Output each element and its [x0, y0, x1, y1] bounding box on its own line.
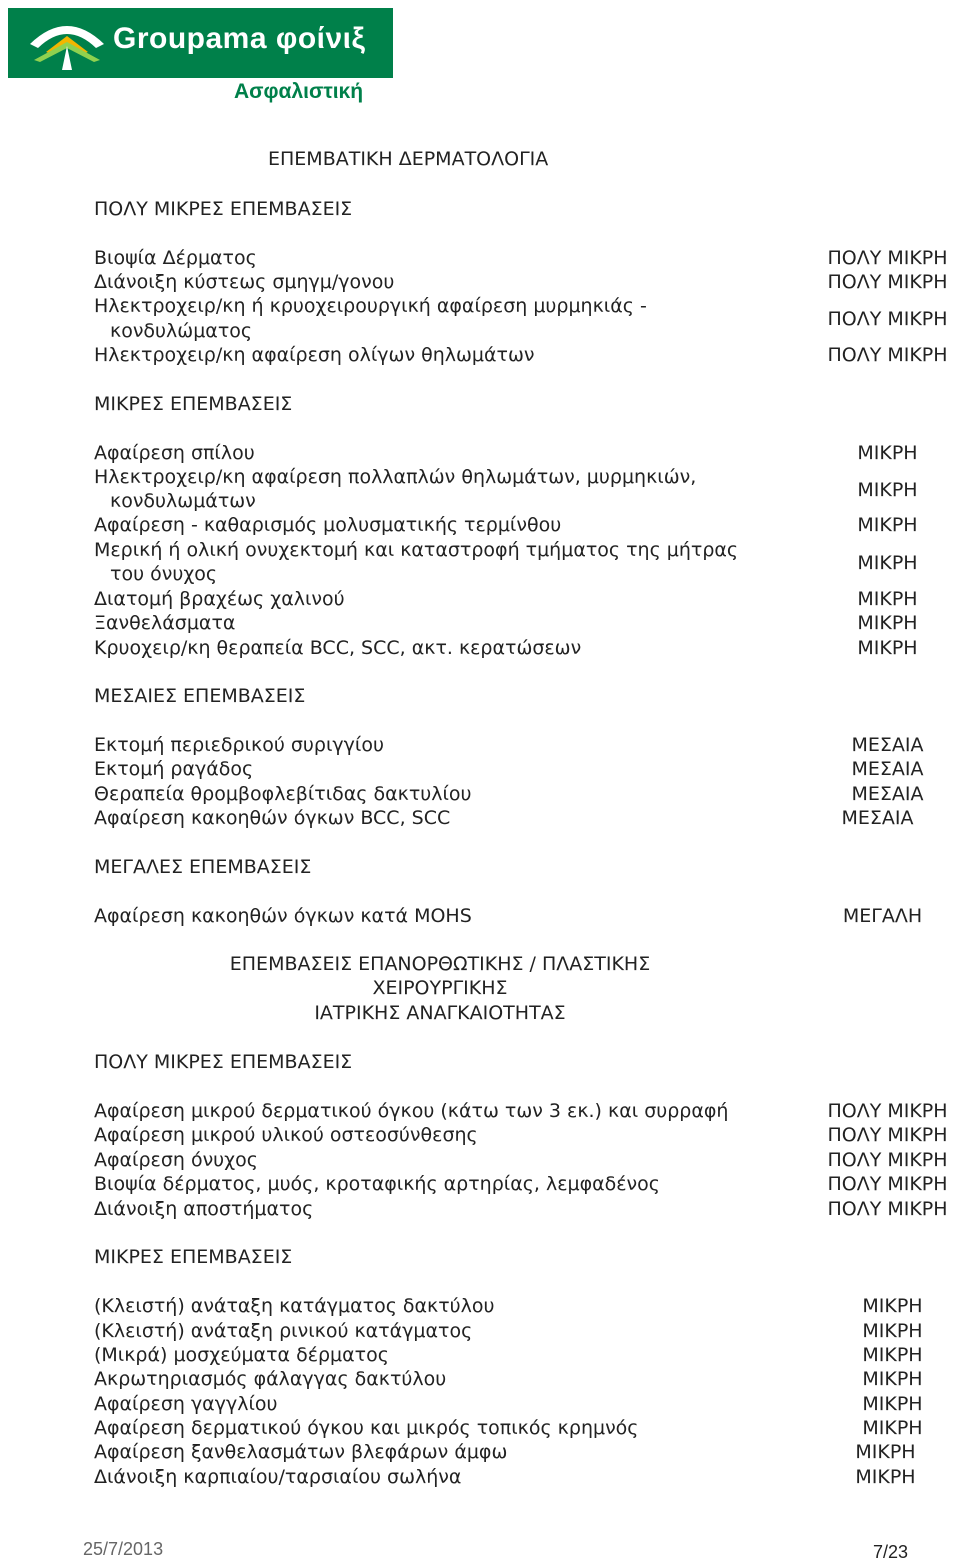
section-title: ΙΑΤΡΙΚΗΣ ΑΝΑΓΚΑΙΟΤΗΤΑΣ [314, 1002, 566, 1024]
procedure-name: Μερική ή ολική ονυχεκτομή και καταστροφή τμήματος της μήτρας [94, 539, 739, 561]
procedure-name: Θεραπεία θρομβοφλεβίτιδας δακτυλίου [94, 783, 472, 805]
category-value: ΜΙΚΡΗ [862, 1417, 923, 1439]
procedure-name: Αφαίρεση σπίλου [94, 442, 255, 464]
procedure-name: Αφαίρεση γαγγλίου [94, 1393, 278, 1415]
section-title: ΧΕΙΡΟΥΡΓΙΚΗΣ [372, 977, 508, 999]
section-heading: ΜΙΚΡΕΣ ΕΠΕΜΒΑΣΕΙΣ [94, 393, 293, 415]
category-value: ΜΕΣΑΙΑ [851, 783, 924, 805]
section-heading: ΜΙΚΡΕΣ ΕΠΕΜΒΑΣΕΙΣ [94, 1246, 293, 1268]
procedure-name: Αφαίρεση όνυχος [94, 1149, 258, 1171]
category-value: ΜΕΣΑΙΑ [851, 758, 924, 780]
section-title: ΕΠΕΜΒΑΣΕΙΣ ΕΠΑΝΟΡΘΩΤΙΚΗΣ / ΠΛΑΣΤΙΚΗΣ [229, 953, 651, 975]
logo-subtitle: Ασφαλιστική [234, 80, 364, 103]
category-value: ΜΙΚΡΗ [857, 514, 918, 536]
category-value: ΠΟΛΥ ΜΙΚΡΗ [827, 1149, 948, 1171]
procedure-name: Διατομή βραχέως χαλινού [94, 588, 345, 610]
category-value: ΜΙΚΡΗ [857, 637, 918, 659]
procedure-name: Αφαίρεση μικρού υλικού οστεοσύνθεσης [94, 1124, 478, 1146]
procedure-name-cont: του όνυχος [110, 563, 218, 585]
section-heading: ΠΟΛΥ ΜΙΚΡΕΣ ΕΠΕΜΒΑΣΕΙΣ [94, 198, 353, 220]
category-value: ΠΟΛΥ ΜΙΚΡΗ [827, 1173, 948, 1195]
logo-brand-text: Groupama φοίνιξ [113, 22, 366, 55]
procedure-name: Βιοψία δέρματος, μυός, κροταφικής αρτηρίας, λεμφαδένος [94, 1173, 660, 1195]
procedure-name: Διάνοιξη καρπιαίου/ταρσιαίου σωλήνα [94, 1466, 462, 1488]
category-value: ΠΟΛΥ ΜΙΚΡΗ [827, 1124, 948, 1146]
procedure-name: (Κλειστή) ανάταξη κατάγματος δακτύλου [94, 1295, 495, 1317]
category-value: ΠΟΛΥ ΜΙΚΡΗ [827, 1198, 948, 1220]
category-value: ΠΟΛΥ ΜΙΚΡΗ [827, 308, 948, 330]
category-value: ΠΟΛΥ ΜΙΚΡΗ [827, 1100, 948, 1122]
procedure-name: Ξανθελάσματα [94, 612, 236, 634]
procedure-name: Αφαίρεση μικρού δερματικού όγκου (κάτω των 3 εκ.) και συρραφή [94, 1100, 729, 1122]
procedure-name: Αφαίρεση δερματικού όγκου και μικρός τοπικός κρημνός [94, 1417, 639, 1439]
category-value: ΜΙΚΡΗ [862, 1344, 923, 1366]
procedure-name: Ηλεκτροχειρ/κη αφαίρεση πολλαπλών θηλωμάτων, μυρμηκιών, [94, 466, 697, 488]
category-value: ΠΟΛΥ ΜΙΚΡΗ [827, 271, 948, 293]
footer-page-number: 7/23 [873, 1542, 909, 1562]
procedure-name: (Κλειστή) ανάταξη ρινικού κατάγματος [94, 1320, 473, 1342]
procedure-name-cont: κονδυλώματος [110, 320, 253, 342]
section-heading: ΠΟΛΥ ΜΙΚΡΕΣ ΕΠΕΜΒΑΣΕΙΣ [94, 1051, 353, 1073]
procedure-name-cont: κονδυλωμάτων [110, 490, 256, 512]
category-value: ΜΙΚΡΗ [862, 1320, 923, 1342]
procedure-name: Διάνοιξη αποστήματος [94, 1198, 314, 1220]
section-heading: ΜΕΣΑΙΕΣ ΕΠΕΜΒΑΣΕΙΣ [94, 685, 306, 707]
category-value: ΠΟΛΥ ΜΙΚΡΗ [827, 344, 948, 366]
category-value: ΜΕΣΑΙΑ [851, 734, 924, 756]
category-value: ΜΙΚΡΗ [857, 552, 918, 574]
category-value: ΜΙΚΡΗ [857, 588, 918, 610]
category-value: ΠΟΛΥ ΜΙΚΡΗ [827, 247, 948, 269]
procedure-name: Διάνοιξη κύστεως σμηγμ/γονου [94, 271, 395, 293]
procedure-name: Ηλεκτροχειρ/κη ή κρυοχειρουργική αφαίρεση μυρμηκιάς - [94, 295, 647, 317]
category-value: ΜΙΚΡΗ [855, 1441, 916, 1463]
procedure-name: Εκτομή περιεδρικού συριγγίου [94, 734, 384, 756]
procedure-name: Κρυοχειρ/κη θεραπεία BCC, SCC, ακτ. κερατώσεων [94, 637, 582, 659]
category-value: ΜΙΚΡΗ [857, 612, 918, 634]
category-value: ΜΕΣΑΙΑ [841, 807, 914, 829]
category-value: ΜΙΚΡΗ [857, 479, 918, 501]
category-value: ΜΙΚΡΗ [862, 1295, 923, 1317]
procedure-name: Εκτομή ραγάδος [94, 758, 254, 780]
groupama-logo [8, 8, 393, 78]
procedure-name: Αφαίρεση - καθαρισμός μολυσματικής τερμίνθου [94, 514, 562, 536]
section-heading: ΜΕΓΑΛΕΣ ΕΠΕΜΒΑΣΕΙΣ [94, 856, 312, 878]
category-value: ΜΙΚΡΗ [862, 1393, 923, 1415]
category-value: ΜΙΚΡΗ [855, 1466, 916, 1488]
category-value: ΜΙΚΡΗ [857, 442, 918, 464]
procedure-name: Ηλεκτροχειρ/κη αφαίρεση ολίγων θηλωμάτων [94, 344, 535, 366]
category-value: ΜΕΓΑΛΗ [842, 905, 923, 927]
procedure-name: Αφαίρεση κακοηθών όγκων BCC, SCC [94, 807, 451, 829]
footer-date: 25/7/2013 [83, 1539, 164, 1559]
procedure-name: Αφαίρεση ξανθελασμάτων βλεφάρων άμφω [94, 1441, 508, 1463]
section-title: ΕΠΕΜΒΑΤΙΚΗ ΔΕΡΜΑΤΟΛΟΓΙΑ [268, 148, 549, 170]
procedure-name: (Μικρά) μοσχεύματα δέρματος [94, 1344, 389, 1366]
procedure-name: Ακρωτηριασμός φάλαγγας δακτύλου [94, 1368, 447, 1390]
procedure-name: Βιοψία Δέρματος [94, 247, 257, 269]
category-value: ΜΙΚΡΗ [862, 1368, 923, 1390]
procedure-name: Αφαίρεση κακοηθών όγκων κατά MOHS [94, 905, 472, 927]
logo-mark-icon [26, 14, 108, 72]
